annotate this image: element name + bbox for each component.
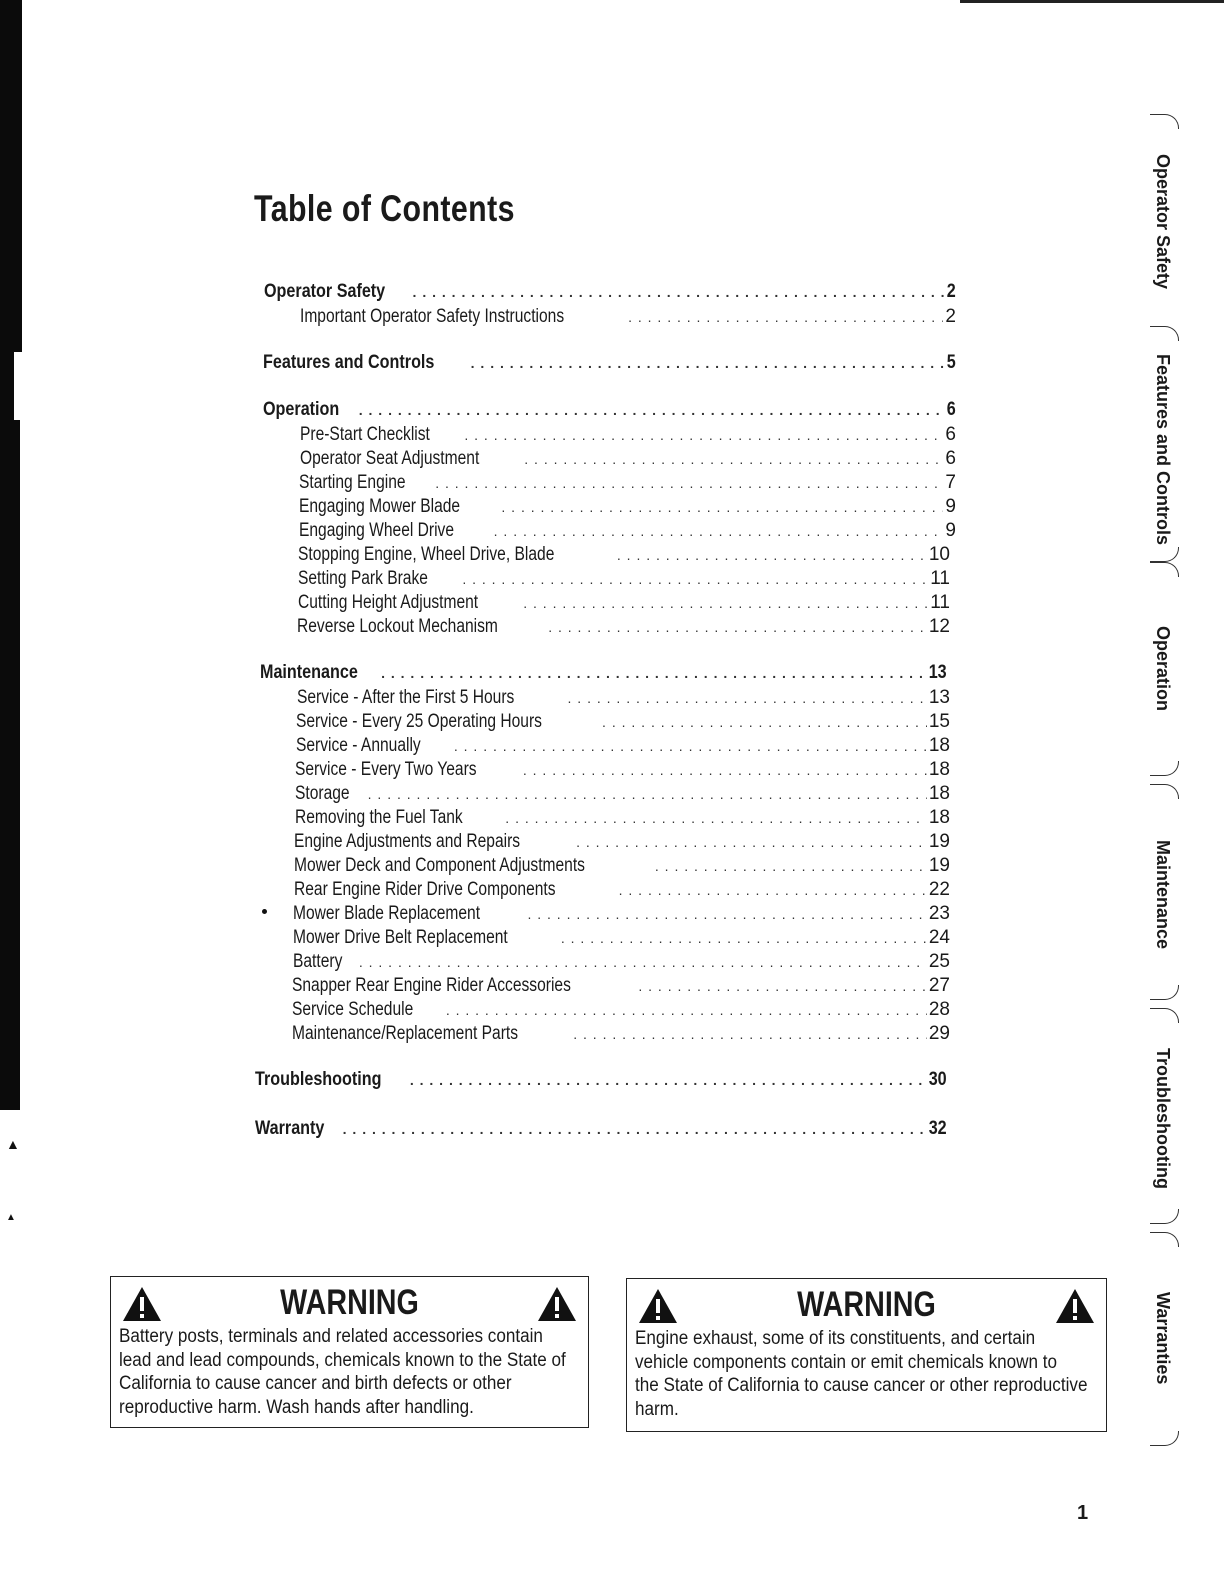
side-tab-warranties[interactable]	[1144, 1236, 1184, 1442]
toc-entry-row[interactable]	[295, 782, 950, 806]
warning-title: WARNING	[280, 1283, 419, 1322]
toc-entry-row[interactable]	[294, 854, 950, 878]
toc-page-number: 19	[928, 855, 950, 876]
toc-page-number: 2	[945, 306, 956, 327]
toc-entry-label: Starting Engine	[299, 472, 406, 493]
toc-entry-label: Maintenance	[260, 662, 358, 683]
toc-page-number: 22	[928, 879, 950, 900]
side-tab-troubleshooting[interactable]	[1144, 1012, 1184, 1220]
dot-leader	[617, 543, 927, 567]
toc-entry-row[interactable]	[299, 495, 956, 519]
toc-page-number: 2	[947, 281, 957, 302]
toc-section-row[interactable]	[263, 398, 958, 422]
dot-leader	[573, 1022, 927, 1046]
page-number: 1	[1077, 1502, 1089, 1524]
toc-entry-label: Mower Blade Replacement	[293, 903, 481, 924]
toc-page-number: 12	[928, 616, 950, 637]
toc-entry-row[interactable]	[300, 305, 956, 329]
toc-entry-label: Stopping Engine, Wheel Drive, Blade	[298, 544, 555, 565]
dot-leader	[523, 758, 927, 782]
dot-leader	[410, 1068, 927, 1092]
dot-leader	[561, 926, 927, 950]
toc-page-number: 15	[928, 711, 950, 732]
side-tab-label: Troubleshooting	[1153, 1048, 1173, 1189]
toc-entry-row[interactable]	[297, 615, 950, 639]
dot-leader	[576, 830, 927, 854]
side-tab-label: Features and Controls	[1153, 354, 1173, 546]
toc-page-number: 27	[928, 975, 950, 996]
dot-leader	[435, 471, 943, 495]
bullet-mark	[262, 909, 267, 914]
toc-entry-label: Maintenance/Replacement Parts	[291, 1023, 518, 1044]
warning-title: WARNING	[797, 1285, 936, 1324]
dot-leader	[413, 280, 946, 304]
dot-leader	[471, 351, 946, 375]
side-tab-features-and-controls[interactable]	[1144, 330, 1184, 558]
toc-entry-label: Pre-Start Checklist	[300, 424, 430, 445]
toc-entry-row[interactable]	[292, 998, 950, 1022]
toc-page-number: 9	[945, 520, 956, 541]
toc-entry-row[interactable]	[293, 950, 950, 974]
dot-leader	[655, 854, 927, 878]
toc-page-number: 18	[928, 807, 950, 828]
toc-entry-row[interactable]	[298, 567, 950, 591]
side-tab-label: Operation	[1153, 626, 1173, 712]
scan-mark-small: ▲	[6, 1212, 16, 1223]
toc-entry-label: Mower Drive Belt Replacement	[293, 927, 508, 948]
dot-leader	[628, 305, 943, 329]
toc-section-row[interactable]	[264, 280, 958, 304]
side-tab-label: Warranties	[1153, 1292, 1173, 1385]
dot-leader	[619, 878, 927, 902]
toc-entry-label: Service - Annually	[295, 735, 421, 756]
toc-entry-row[interactable]	[295, 806, 950, 830]
toc-page-number: 30	[928, 1069, 947, 1090]
toc-entry-label: Snapper Rear Engine Rider Accessories	[292, 975, 572, 996]
toc-entry-row[interactable]	[295, 758, 950, 782]
toc-entry-label: Service - After the First 5 Hours	[296, 687, 514, 708]
side-tab-label: Operator Safety	[1153, 154, 1173, 290]
toc-entry-row[interactable]	[300, 423, 956, 447]
toc-entry-row[interactable]	[293, 926, 950, 950]
toc-entry-label: Rear Engine Rider Drive Components	[293, 879, 556, 900]
page-title: Table of Contents	[254, 188, 515, 229]
toc-section-row[interactable]	[263, 351, 958, 375]
toc-page-number: 11	[930, 568, 950, 589]
toc-entry-row[interactable]	[296, 710, 950, 734]
toc-entry-row[interactable]	[294, 878, 950, 902]
toc-section-row[interactable]	[255, 1068, 950, 1092]
dot-leader	[381, 661, 927, 685]
dot-leader	[464, 423, 943, 447]
toc-page-number: 25	[928, 951, 950, 972]
toc-entry-label: Warranty	[255, 1118, 325, 1139]
toc-entry-label: Removing the Fuel Tank	[294, 807, 463, 828]
toc-entry-label: Service - Every 25 Operating Hours	[296, 711, 543, 732]
warning-box-exhaust	[626, 1278, 1107, 1432]
toc-entry-row[interactable]	[297, 686, 951, 710]
dot-leader	[638, 974, 926, 998]
dot-leader	[524, 447, 943, 471]
toc-page-number: 11	[930, 592, 950, 613]
toc-page-number: 32	[928, 1118, 947, 1139]
toc-entry-row[interactable]	[299, 519, 956, 543]
toc-entry-row[interactable]	[296, 734, 950, 758]
toc-entry-label: Engaging Mower Blade	[298, 496, 461, 517]
toc-page-number: 19	[928, 831, 950, 852]
toc-page-number: 13	[928, 662, 947, 683]
side-tab-label: Maintenance	[1153, 840, 1173, 950]
toc-entry-row[interactable]	[294, 830, 950, 854]
dot-leader	[359, 950, 927, 974]
dot-leader	[548, 615, 927, 639]
toc-entry-label: Operation	[263, 399, 340, 420]
warning-triangle-icon	[1054, 1287, 1096, 1325]
warning-text: Battery posts, terminals and related accessories contain lead and lead compounds, chemicals known to the State of California to cause cancer and birth defects or other reproductive harm. Wash hands after handling.	[119, 1326, 566, 1418]
dot-leader	[527, 902, 926, 926]
toc-entry-label: Battery	[292, 951, 343, 972]
toc-page-number: 24	[928, 927, 950, 948]
toc-entry-label: Engine Adjustments and Repairs	[294, 831, 521, 852]
toc-page-number: 10	[928, 544, 950, 565]
side-tab-operation[interactable]	[1144, 566, 1184, 772]
toc-page-number: 18	[928, 759, 950, 780]
toc-page-number: 28	[928, 999, 950, 1020]
side-tab-operator-safety[interactable]	[1144, 118, 1184, 318]
toc-entry-label: Mower Deck and Component Adjustments	[294, 855, 586, 876]
toc-page-number: 7	[945, 472, 956, 493]
side-tab-maintenance[interactable]	[1144, 788, 1184, 996]
toc-page-number: 6	[945, 424, 956, 445]
warning-text: Engine exhaust, some of its constituents, and certain vehicle components contain or emit chemicals known to the State of California to cause cancer or other reproductive harm.	[635, 1328, 1088, 1420]
toc-entry-label: Setting Park Brake	[297, 568, 428, 589]
toc-entry-label: Operator Seat Adjustment	[299, 448, 479, 469]
toc-section-row[interactable]	[260, 661, 950, 685]
toc-entry-label: Troubleshooting	[255, 1069, 382, 1090]
dot-leader	[602, 710, 927, 734]
toc-entry-row[interactable]	[292, 974, 950, 998]
toc-entry-row[interactable]	[298, 543, 950, 567]
toc-page-number: 29	[928, 1023, 950, 1044]
toc-entry-label: Cutting Height Adjustment	[297, 592, 478, 613]
toc-page-number: 6	[945, 448, 956, 469]
toc-page-number: 18	[928, 783, 950, 804]
toc-entry-row[interactable]	[293, 902, 950, 926]
warning-triangle-icon	[536, 1285, 578, 1323]
toc-entry-row[interactable]	[299, 471, 956, 495]
dot-leader	[462, 567, 928, 591]
dot-leader	[454, 734, 927, 758]
dot-leader	[368, 782, 927, 806]
dot-leader	[343, 1117, 927, 1141]
toc-entry-label: Operator Safety	[264, 281, 386, 302]
dot-leader	[359, 398, 946, 422]
toc-page-number: 18	[928, 735, 950, 756]
toc-section-row[interactable]	[255, 1117, 950, 1141]
warning-box-battery	[110, 1276, 589, 1428]
toc-page-number: 6	[947, 399, 957, 420]
toc-page-number: 5	[947, 352, 957, 373]
toc-entry-row[interactable]	[292, 1022, 950, 1046]
toc-entry-label: Features and Controls	[263, 352, 435, 373]
toc-page-number: 13	[928, 687, 950, 708]
dot-leader	[568, 686, 927, 710]
toc-entry-label: Service Schedule	[291, 999, 414, 1020]
dot-leader	[446, 998, 927, 1022]
toc-page-number: 23	[928, 903, 950, 924]
scan-mark-triangle: ▲	[6, 1136, 20, 1152]
toc-page-number: 9	[945, 496, 956, 517]
toc-entry-label: Important Operator Safety Instructions	[300, 306, 565, 327]
toc-entry-label: Engaging Wheel Drive	[298, 520, 454, 541]
dot-leader	[523, 591, 928, 615]
toc-entry-row[interactable]	[298, 591, 950, 615]
dot-leader	[494, 519, 944, 543]
toc-entry-row[interactable]	[300, 447, 956, 471]
toc-entry-label: Service - Every Two Years	[295, 759, 478, 780]
toc-entry-label: Reverse Lockout Mechanism	[297, 616, 499, 637]
dot-leader	[505, 806, 927, 830]
dot-leader	[501, 495, 943, 519]
toc-entry-label: Storage	[295, 783, 350, 804]
